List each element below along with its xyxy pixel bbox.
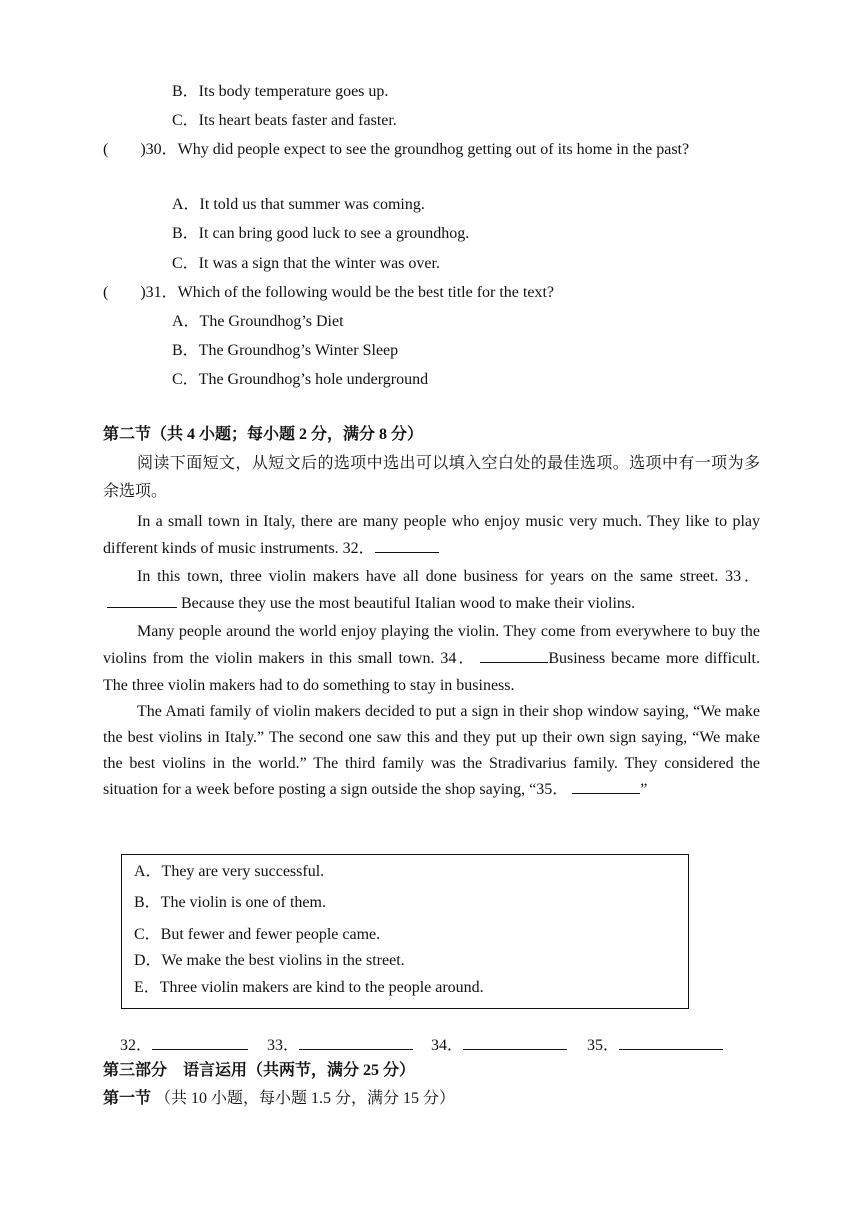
- passage-text: In a small town in Italy, there are many people who enjoy music very much. They like to play different kinds of music instruments. 32．: [103, 513, 760, 557]
- q30-option-a: A．It told us that summer was coming.: [172, 196, 425, 213]
- section2-title: [103, 425, 423, 445]
- q31-option-b: B．The Groundhog’s Winter Sleep: [172, 342, 399, 359]
- blank-34[interactable]: [480, 646, 548, 663]
- passage-paragraph-2: [103, 563, 760, 617]
- answer-slot-32: [120, 1033, 248, 1056]
- passage-text: The Amati family of violin makers decided to put a sign in their shop window saying, “We make the best violins in Italy.” The second one saw this and they put up their own sign saying, “We make the best violins in the world.” The third family was the Stradivarius family. They considered the situation for a week before posting a sign outside the shop saying, “35．: [103, 703, 760, 798]
- answer-number: 34．: [431, 1037, 464, 1054]
- passage-text: Business became more difficult. The three violin makers had to do something to stay in business.: [103, 650, 761, 694]
- q31-option-c: C．The Groundhog’s hole underground: [172, 371, 429, 388]
- q30-stem: 30．Why did people expect to see the groundhog getting out of its home in the past?: [145, 141, 690, 158]
- choice-b: B．The violin is one of them.: [134, 894, 326, 911]
- q31-stem-row: [103, 283, 554, 303]
- q29-option-c: C．Its heart beats faster and faster.: [172, 112, 397, 129]
- q31-stem: 31．Which of the following would be the best title for the text?: [145, 284, 555, 301]
- answer-number: 32．: [120, 1037, 153, 1054]
- choice-d: D．We make the best violins in the street.: [134, 952, 405, 969]
- passage-paragraph-4: [103, 699, 760, 803]
- part3-section1-detail: （共 10 小题，每小题 1.5 分，满分 15 分）: [155, 1090, 456, 1107]
- q30-stem-row: [103, 140, 689, 160]
- answer-slot-35: [587, 1033, 723, 1056]
- section2-title-text: 第二节（共 4 小题；每小题 2 分，满分 8 分）: [103, 426, 424, 443]
- q30-option-c: C．It was a sign that the winter was over.: [172, 255, 440, 272]
- part3-section1-label: 第一节: [103, 1090, 152, 1107]
- blank-32[interactable]: [375, 536, 439, 553]
- q31-option-a: A．The Groundhog’s Diet: [172, 313, 344, 330]
- answer-slot-33: [267, 1033, 413, 1056]
- answer-paren: ( ): [103, 284, 146, 301]
- options-box: [121, 854, 689, 1009]
- passage-text: ”: [640, 781, 648, 798]
- section2-instruction: 阅读下面短文，从短文后的选项中选出可以填入空白处的最佳选项。选项中有一项为多余选项。: [103, 455, 760, 500]
- choice-c: C．But fewer and fewer people came.: [134, 926, 381, 943]
- choice-a: A．They are very successful.: [134, 863, 325, 880]
- part3-section1-heading: [103, 1089, 455, 1109]
- answer-number: 35．: [587, 1037, 620, 1054]
- q30-option-b: B．It can bring good luck to see a groundhog.: [172, 225, 470, 242]
- passage-paragraph-3: [103, 618, 760, 699]
- answer-blank-33[interactable]: [299, 1033, 413, 1050]
- answer-slot-34: [431, 1033, 567, 1056]
- answer-paren: ( ): [103, 141, 146, 158]
- passage-paragraph-1: [103, 508, 760, 562]
- blank-33[interactable]: [107, 591, 177, 608]
- passage-text: In this town, three violin makers have all done business for years on the same street. 33．: [137, 568, 760, 585]
- part3-title: 第三部分 语言运用（共两节，满分 25 分）: [103, 1062, 416, 1079]
- blank-35[interactable]: [572, 777, 640, 794]
- answer-blank-34[interactable]: [463, 1033, 567, 1050]
- passage-text: Many people around the world enjoy playing the violin. They come from everywhere to buy the violins from the violin makers in this small town. 34．: [103, 623, 760, 667]
- answer-number: 33．: [267, 1037, 300, 1054]
- q29-option-b: B．Its body temperature goes up.: [172, 83, 389, 100]
- answer-blank-35[interactable]: [619, 1033, 723, 1050]
- answer-blank-32[interactable]: [152, 1033, 248, 1050]
- choice-e: E．Three violin makers are kind to the people around.: [134, 979, 484, 996]
- passage-text: Because they use the most beautiful Italian wood to make their violins.: [177, 595, 636, 612]
